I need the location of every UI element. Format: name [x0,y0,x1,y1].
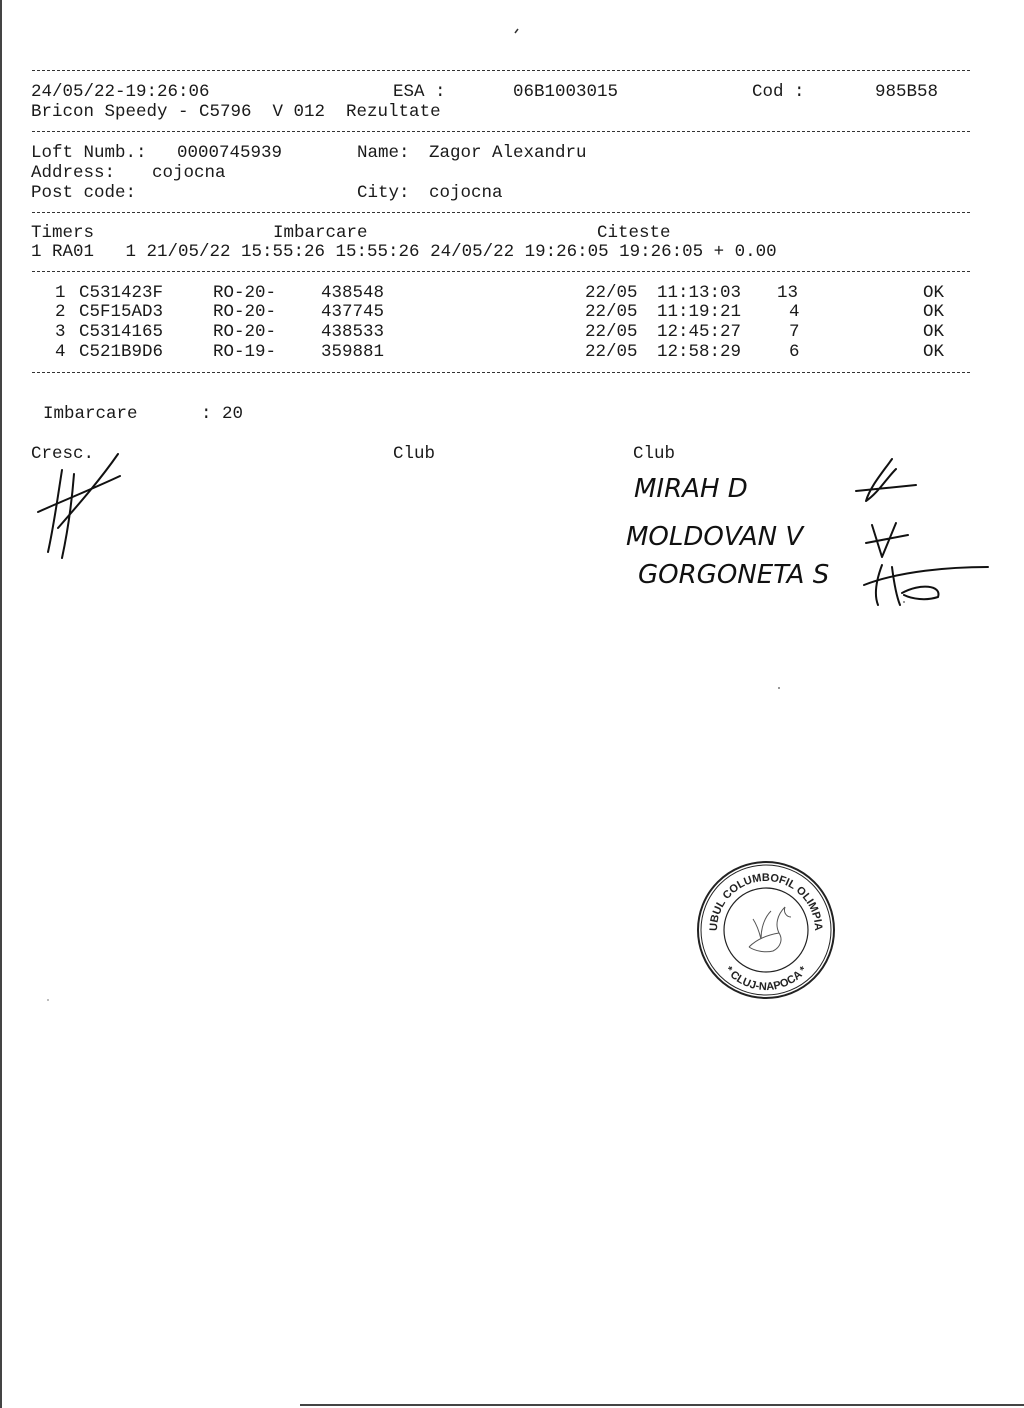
timers-header: Timers [31,223,95,243]
arrival-time: 12:58:29 [657,342,742,362]
loft-label: Loft Numb.: [31,143,147,163]
city-label: City: [357,183,410,203]
handwritten-name: MOLDOVAN V [626,522,804,552]
arrival-date: 22/05 [585,342,638,362]
row-index: 3 [55,322,66,342]
ring-prefix: RO-20- [213,283,277,303]
place: 4 [789,302,800,322]
chip-id: C521B9D6 [79,342,164,362]
divider [32,70,970,71]
status: OK [923,283,945,303]
place: 6 [789,342,800,362]
citeste-header: Citeste [597,223,671,243]
handwritten-name: MIRAH D [634,474,748,504]
loft-number: 0000745939 [177,143,283,163]
stamp-text-top: CLUBUL COLUMBOFIL OLIMPIA 04 [687,846,825,932]
handwritten-name: GORGONETA S [638,560,830,590]
ring-prefix: RO-19- [213,342,277,362]
page-left-edge [0,0,2,1408]
scan-speck [902,600,906,604]
cod-value: 985B58 [875,82,939,102]
signature-scribble [866,523,908,557]
signature-scribble [864,565,988,605]
status: OK [923,322,945,342]
scan-speck [514,28,520,34]
imbarcare-header: Imbarcare [273,223,368,243]
club-label-2: Club [633,444,676,464]
club-stamp [687,846,841,1005]
ring-number: 437745 [321,302,385,322]
divider [32,271,970,272]
divider [32,372,970,373]
chip-id: C531423F [79,283,164,303]
ring-number: 438533 [321,322,385,342]
signature-scribble [856,459,916,501]
name-label: Name: [357,143,410,163]
scan-speck [777,686,781,690]
divider [32,212,970,213]
address-label: Address: [31,163,116,183]
status: OK [923,302,945,322]
cod-label: Cod : [752,82,805,102]
report-datetime: 24/05/22-19:26:06 [31,82,210,102]
club-label-1: Club [393,444,436,464]
city-value: cojocna [429,183,503,203]
owner-name: Zagor Alexandru [429,143,587,163]
row-index: 1 [55,283,66,303]
place: 7 [789,322,800,342]
arrival-date: 22/05 [585,302,638,322]
arrival-date: 22/05 [585,322,638,342]
divider [32,131,970,132]
chip-id: C5F15AD3 [79,302,164,322]
chip-id: C5314165 [79,322,164,342]
page-bottom-edge [300,1404,1024,1406]
breeder-signature [30,450,130,570]
cresc-label: Cresc. [31,444,95,464]
club-members-handwriting [620,455,1000,615]
imbarcare-summary-label: Imbarcare [43,404,138,424]
ring-number: 438548 [321,283,385,303]
arrival-time: 11:19:21 [657,302,742,322]
arrival-date: 22/05 [585,283,638,303]
postcode-label: Post code: [31,183,137,203]
ring-prefix: RO-20- [213,302,277,322]
status: OK [923,342,945,362]
row-index: 2 [55,302,66,322]
timer-row: 1 RA01 1 21/05/22 15:55:26 15:55:26 24/05/22 19:26:05 19:26:05 + 0.00 [31,242,777,262]
esa-value: 06B1003015 [513,82,619,102]
address-value: cojocna [152,163,226,183]
imbarcare-summary-value: : 20 [201,404,244,424]
arrival-time: 11:13:03 [657,283,742,303]
place: 13 [777,283,799,303]
report-title: Bricon Speedy - C5796 V 012 Rezultate [31,102,441,122]
stamp-text-bottom: * CLUJ-NAPOCA * [722,964,810,994]
row-index: 4 [55,342,66,362]
esa-label: ESA : [393,82,446,102]
ring-number: 359881 [321,342,385,362]
arrival-time: 12:45:27 [657,322,742,342]
dove-icon [749,907,791,952]
ring-prefix: RO-20- [213,322,277,342]
scan-speck [46,998,50,1002]
